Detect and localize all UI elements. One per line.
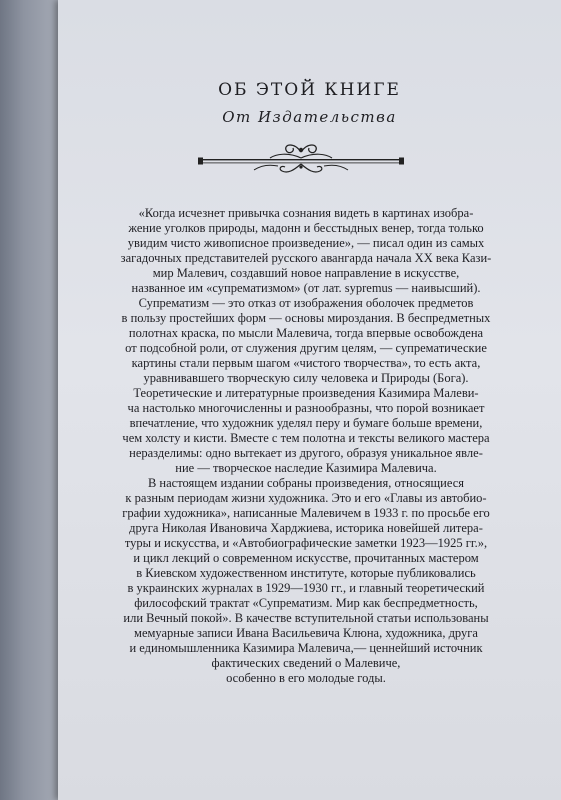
text-line: туры и искусства, и «Автобиографические заметки 1923—1925 гг.», xyxy=(124,536,488,550)
text-line: В настоящем издании собраны произведения, относящиеся xyxy=(147,476,465,490)
text-line: в Киевском художественном институте, которые публиковались xyxy=(136,566,476,580)
text-line: философский трактат «Супрематизм. Мир как беспредметность, xyxy=(134,596,478,610)
text-line: уравнивавшего творческую силу человека и Природы (Бога). xyxy=(143,371,469,385)
text-line: мир Малевич, создавший новое направление в искусстве, xyxy=(152,266,460,280)
text-line: впечатление, что художник уделял перу и бумаге больше времени, xyxy=(129,416,483,430)
text-line: ние — творческое наследие Казимира Малевича. xyxy=(175,461,437,475)
text-line: картины стали первым шагом «чистого творчества», то есть акта, xyxy=(131,356,481,370)
text-line: увидим чисто живописное произведение», — писал один из самых xyxy=(127,236,485,250)
book-left-edge xyxy=(0,0,60,800)
text-line: в пользу простейших форм — основы мироздания. В беспредметных xyxy=(121,311,491,325)
text-line: чем холсту и кисти. Вместе с тем полотна и тексты великого мастера xyxy=(122,431,490,445)
text-line: в украинских журналах в 1929—1930 гг., и главный теоретический xyxy=(127,581,485,595)
text-line: друга Николая Ивановича Харджиева, историка новейшей литера- xyxy=(129,521,483,535)
text-line: к разным периодам жизни художника. Это и его «Главы из автобио- xyxy=(125,491,487,505)
body-text xyxy=(106,206,506,686)
text-line: названное им «супрематизмом» (от лат. sypremus — наивысший). xyxy=(131,281,481,295)
decorative-flourish-icon xyxy=(198,140,404,176)
text-line: и цикл лекций о современном искусстве, прочитанных мастером xyxy=(133,551,479,565)
text-line: ча настолько многочисленны и разнообразны, что порой возникает xyxy=(127,401,485,415)
text-line: полотнах краска, по мысли Малевича, тогда впервые освобождена xyxy=(128,326,484,340)
text-line: от подсобной роли, от служения другим целям, — супрематические xyxy=(125,341,487,355)
text-line: жение уголков природы, мадонн и бесстыдных венер, тогда только xyxy=(128,221,484,235)
text-line: Теоретические и литературные произведения Казимира Малеви- xyxy=(133,386,479,400)
text-line: неразделимы: одно вытекает из другого, образуя уникальное явле- xyxy=(129,446,483,460)
text-line: Супрематизм — это отказ от изображения оболочек предметов xyxy=(138,296,474,310)
page-title: ОБ ЭТОЙ КНИГЕ xyxy=(218,80,401,100)
text-line: и единомышленника Казимира Малевича,— ценнейший источник xyxy=(129,641,483,655)
text-line: «Когда исчезнет привычка сознания видеть в картинах изобра- xyxy=(138,206,474,220)
text-line: фактических сведений о Малевиче, xyxy=(211,656,401,670)
text-line: мемуарные записи Ивана Васильевича Клюна, художника, друга xyxy=(134,626,478,640)
text-line: загадочных представителей русского авангарда начала XX века Кази- xyxy=(120,251,492,265)
text-line: особенно в его молодые годы. xyxy=(226,671,386,685)
text-line: или Вечный покой». В качестве вступительной статьи использованы xyxy=(123,611,489,625)
text-line: графии художника», написанные Малевичем в 1933 г. по просьбе его xyxy=(122,506,490,520)
page-subtitle: От Издательства xyxy=(222,108,397,126)
